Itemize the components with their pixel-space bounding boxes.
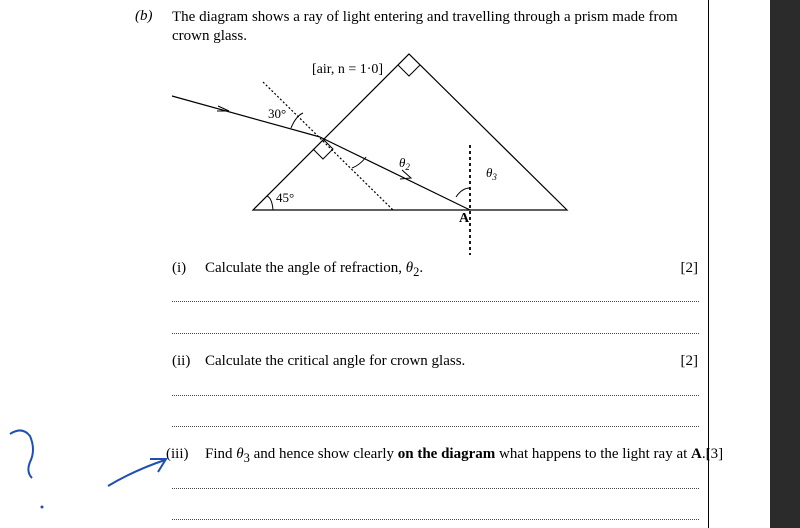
theta-subscript: 3 [243, 451, 250, 465]
arrow-scribble [108, 460, 165, 486]
answer-line[interactable] [172, 395, 699, 396]
refracted-ray [320, 137, 470, 210]
emphasis-text: on the diagram [397, 446, 496, 462]
marks-ii: [2] [680, 353, 698, 369]
question-mark-dot [41, 506, 44, 509]
subquestion-ii-text: Calculate the critical angle for crown glass. [205, 353, 466, 369]
part-label: (b) [135, 8, 153, 24]
subquestion-ii-number: (ii) [172, 353, 191, 369]
incident-angle-label: 30° [268, 106, 287, 121]
answer-line[interactable] [172, 333, 699, 334]
base-angle-label: 45° [276, 190, 295, 205]
point-a-ref: A [691, 446, 702, 462]
answer-line[interactable] [172, 519, 699, 520]
handwritten-annotation [0, 0, 200, 528]
subquestion-i-text: Calculate the angle of refraction, [205, 260, 406, 276]
marks-i: [2] [680, 260, 698, 276]
answer-line[interactable] [172, 426, 699, 427]
theta3-arc [456, 188, 470, 197]
theta3-label: $\theta_3$ [486, 165, 497, 182]
air-label: [air, n = 1·0] [312, 62, 384, 77]
subquestion-i-number: (i) [172, 260, 187, 276]
question-intro: The diagram shows a ray of light entering and travelling through a prism made from crown glass. [172, 9, 678, 44]
subquestion-iii-number: (iii) [166, 446, 189, 462]
question-mark-scribble [10, 430, 33, 478]
theta2-label: $\theta_2$ [399, 155, 410, 172]
incident-angle-arc [291, 113, 303, 128]
theta-symbol: θ [236, 446, 244, 462]
apex-right-angle-mark [398, 65, 420, 76]
marks-iii: .[3] [701, 446, 724, 462]
answer-line[interactable] [172, 301, 699, 302]
base-angle-arc [267, 196, 273, 210]
theta-subscript: 2 [413, 265, 420, 279]
theta-symbol: θ [405, 260, 414, 276]
viewer-side-panel [770, 0, 800, 528]
point-a-label: A [459, 211, 470, 226]
answer-line[interactable] [172, 488, 699, 489]
